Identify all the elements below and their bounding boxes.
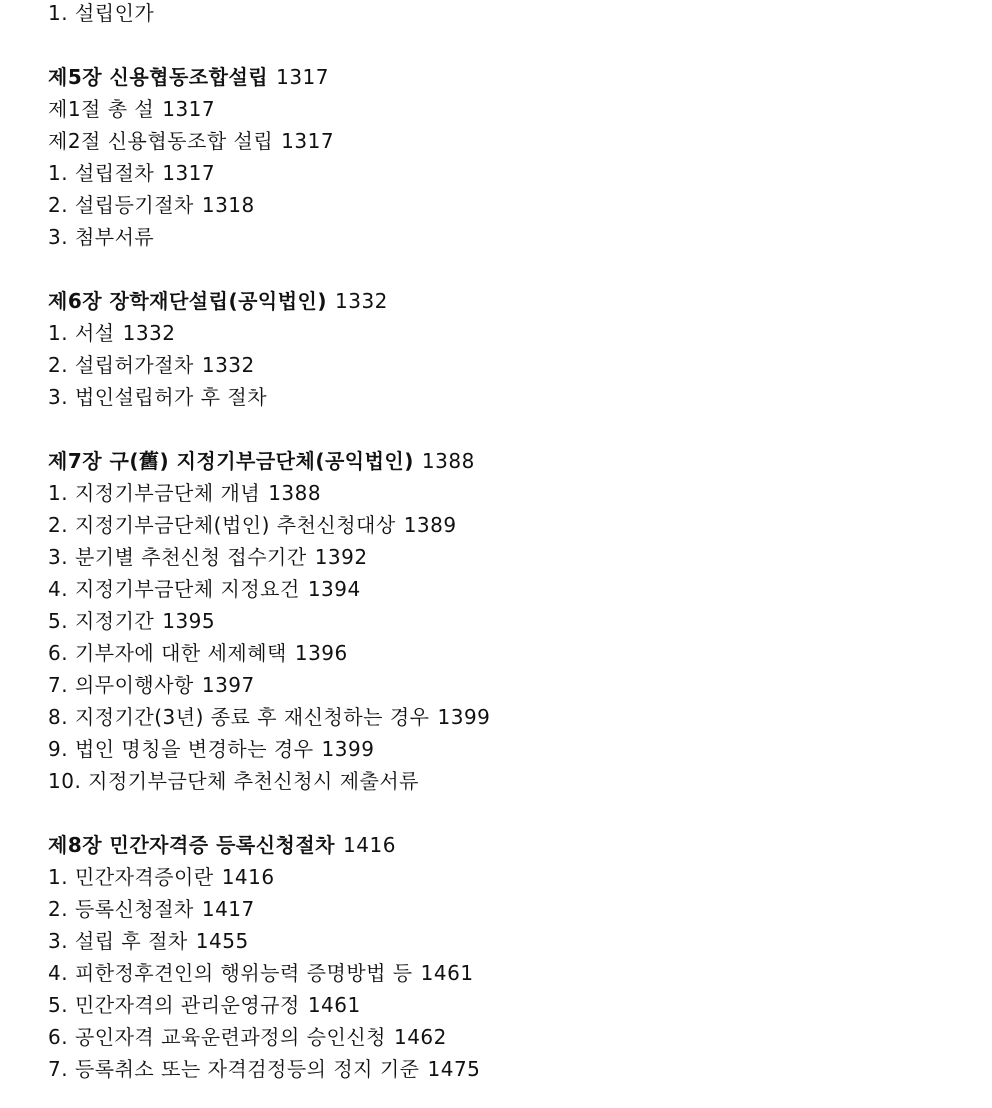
entry-title: 4. 피한정후견인의 행위능력 증명방법 등 [48,961,413,985]
page-number: 1461 [420,961,474,985]
toc-entry [48,1024,978,1056]
page-number: 1332 [122,321,176,345]
entry-title: 2. 설립등기절차 [48,193,194,217]
toc-entry [48,896,978,928]
entry-title: 7. 의무이행사항 [48,673,194,697]
entry-title: 2. 설립허가절차 [48,353,194,377]
entry-title: 3. 법인설립허가 후 절차 [48,385,268,409]
page-number: 1317 [276,65,329,89]
toc-entry [48,192,978,224]
entry-title: 3. 첨부서류 [48,225,155,249]
entry-title: 1. 설립인가 [48,1,155,25]
entry-title: 3. 분기별 추천신청 접수기간 [48,545,307,569]
page-number: 1395 [162,609,216,633]
page-number: 1399 [437,705,491,729]
page-number: 1397 [201,673,255,697]
entry-title: 제2절 신용협동조합 설립 [48,129,274,153]
page-number: 1416 [221,865,275,889]
entry-title: 3. 설립 후 절차 [48,929,188,953]
toc-entry [48,128,978,160]
page-number: 1318 [201,193,255,217]
toc-chapter-heading [48,448,978,480]
page-number: 1399 [321,737,375,761]
entry-title: 8. 지정기간(3년) 종료 후 재신청하는 경우 [48,705,430,729]
entry-title: 1. 서설 [48,321,115,345]
toc-entry [48,1056,978,1088]
toc-entry [48,384,978,416]
entry-title: 2. 지정기부금단체(법인) 추천신청대상 [48,513,396,537]
toc-entry [48,608,978,640]
toc-chapter-heading [48,288,978,320]
entry-title: 7. 등록취소 또는 자격검정등의 정지 기준 [48,1057,420,1081]
toc-entry [48,352,978,384]
page-number: 1416 [343,833,396,857]
page-number: 1417 [201,897,255,921]
toc-entry [48,960,978,992]
toc-entry [48,96,978,128]
entry-title: 10. 지정기부금단체 추천신청시 제출서류 [48,769,419,793]
entry-title: 1. 설립절차 [48,161,155,185]
entry-title: 5. 민간자격의 관리운영규정 [48,993,300,1017]
toc-entry [48,480,978,512]
page-number: 1396 [294,641,348,665]
toc-entry [48,160,978,192]
chapter-title: 제7장 구(舊) 지정기부금단체(공익법인) [48,449,414,473]
entry-title: 제1절 총 설 [48,97,155,121]
page-number: 1388 [268,481,322,505]
section-spacer [48,416,978,448]
page-number: 1317 [162,97,216,121]
toc-entry [48,672,978,704]
toc-entry [48,864,978,896]
toc-entry [48,992,978,1024]
entry-title: 9. 법인 명칭을 변경하는 경우 [48,737,314,761]
entry-title: 6. 공인자격 교육운련과정의 승인신청 [48,1025,386,1049]
entry-title: 2. 등록신청절차 [48,897,194,921]
page-number: 1317 [162,161,216,185]
section-spacer [48,800,978,832]
entry-title: 5. 지정기간 [48,609,155,633]
page-number: 1455 [195,929,249,953]
section-spacer [48,32,978,64]
page-number: 1388 [421,449,475,473]
chapter-title: 제8장 민간자격증 등록신청절차 [48,833,336,857]
page-number: 1394 [307,577,361,601]
entry-title: 1. 민간자격증이란 [48,865,214,889]
page-number: 1332 [201,353,255,377]
toc-chapter-heading [48,64,978,96]
toc-entry [48,224,978,256]
entry-title: 1. 지정기부금단체 개념 [48,481,261,505]
page-number: 1317 [281,129,335,153]
page-number: 1389 [403,513,457,537]
toc-chapter-heading [48,832,978,864]
page-number: 1475 [427,1057,481,1081]
section-spacer [48,256,978,288]
toc-entry [48,768,978,800]
toc-entry [48,576,978,608]
toc-entry [48,704,978,736]
page-number: 1461 [307,993,361,1017]
page-number: 1462 [393,1025,447,1049]
toc-entry [48,544,978,576]
toc-entry [48,0,978,32]
chapter-title: 제6장 장학재단설립(공익법인) [48,289,327,313]
page-number: 1332 [335,289,388,313]
chapter-title: 제5장 신용협동조합설립 [48,65,269,89]
table-of-contents [48,0,978,1088]
toc-entry [48,736,978,768]
entry-title: 6. 기부자에 대한 세제혜택 [48,641,287,665]
toc-entry [48,320,978,352]
toc-entry [48,928,978,960]
toc-entry [48,640,978,672]
entry-title: 4. 지정기부금단체 지정요건 [48,577,300,601]
page-number: 1392 [314,545,368,569]
toc-entry [48,512,978,544]
